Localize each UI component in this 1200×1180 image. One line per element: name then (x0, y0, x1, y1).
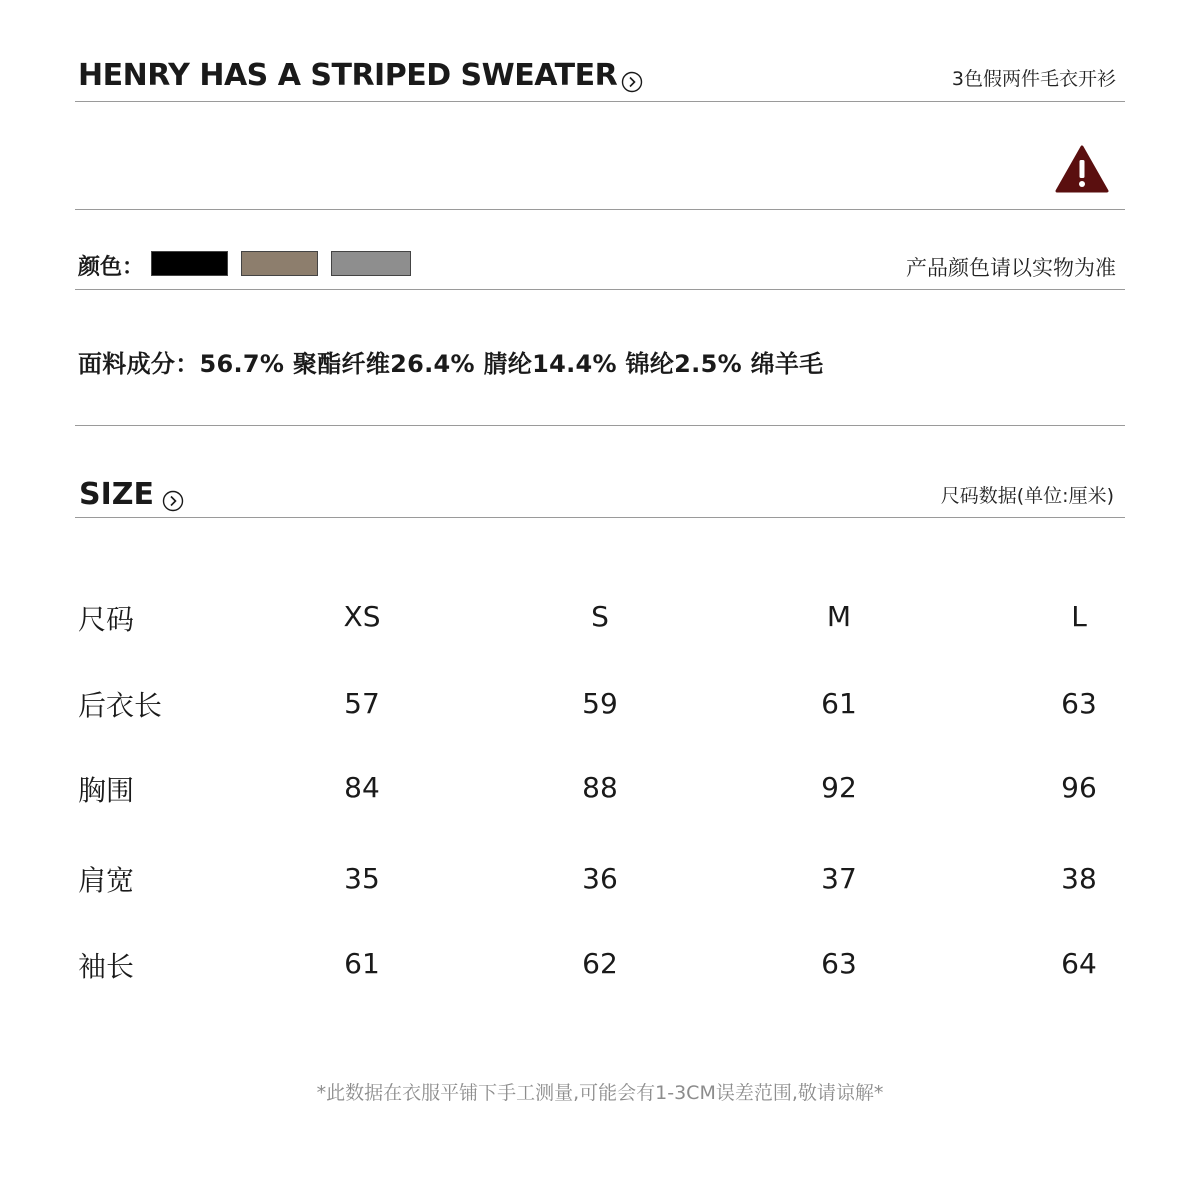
table-cell: 63 (821, 947, 857, 980)
divider (75, 425, 1125, 426)
color-note: 产品颜色请以实物为准 (906, 256, 1116, 280)
row-label-back-length: 后衣长 (78, 689, 163, 722)
fabric-composition: 面料成分：56.7% 聚酯纤维26.4% 腈纶14.4% 锦纶2.5% 绵羊毛 (78, 350, 824, 378)
divider (75, 517, 1125, 518)
table-cell: 63 (1061, 687, 1097, 720)
table-cell: 64 (1061, 947, 1097, 980)
table-cell: 59 (582, 687, 618, 720)
color-swatch-brown-grey[interactable] (241, 251, 318, 276)
chevron-right-circle-icon[interactable] (162, 485, 182, 505)
chevron-right-circle-icon[interactable] (621, 66, 641, 86)
size-header-label: 尺码 (78, 603, 135, 636)
color-label: 颜色： (78, 255, 145, 280)
divider (75, 101, 1125, 102)
table-cell: 88 (582, 771, 618, 804)
table-cell: 92 (821, 771, 857, 804)
size-unit-note: 尺码数据(单位:厘米) (940, 485, 1114, 507)
table-cell: 62 (582, 947, 618, 980)
table-cell: 61 (821, 687, 857, 720)
row-label-shoulder: 肩宽 (78, 864, 135, 897)
size-header-m: M (826, 600, 852, 633)
divider (75, 289, 1125, 290)
table-cell: 35 (344, 862, 380, 895)
table-cell: 36 (582, 862, 618, 895)
row-label-sleeve: 袖长 (78, 950, 135, 983)
table-cell: 37 (821, 862, 857, 895)
product-subtitle: 3色假两件毛衣开衫 (951, 68, 1116, 90)
size-title-text: SIZE (79, 477, 155, 512)
product-title-text: HENRY HAS A STRIPED SWEATER (78, 58, 618, 93)
warning-icon (1054, 144, 1110, 194)
size-header-s: S (591, 600, 609, 633)
table-cell: 96 (1061, 771, 1097, 804)
table-cell: 61 (344, 947, 380, 980)
product-title (78, 58, 641, 93)
divider (75, 209, 1125, 210)
color-swatch-black[interactable] (151, 251, 228, 276)
color-swatch-grey[interactable] (331, 251, 411, 276)
table-cell: 84 (344, 771, 380, 804)
size-header-l: L (1071, 600, 1087, 633)
table-cell: 57 (344, 687, 380, 720)
row-label-chest: 胸围 (78, 774, 135, 807)
measurement-footnote: *此数据在衣服平铺下手工测量,可能会有1-3CM误差范围,敬请谅解* (316, 1082, 884, 1104)
size-header-xs: XS (343, 600, 381, 633)
table-cell: 38 (1061, 862, 1097, 895)
size-section-title (79, 477, 182, 512)
